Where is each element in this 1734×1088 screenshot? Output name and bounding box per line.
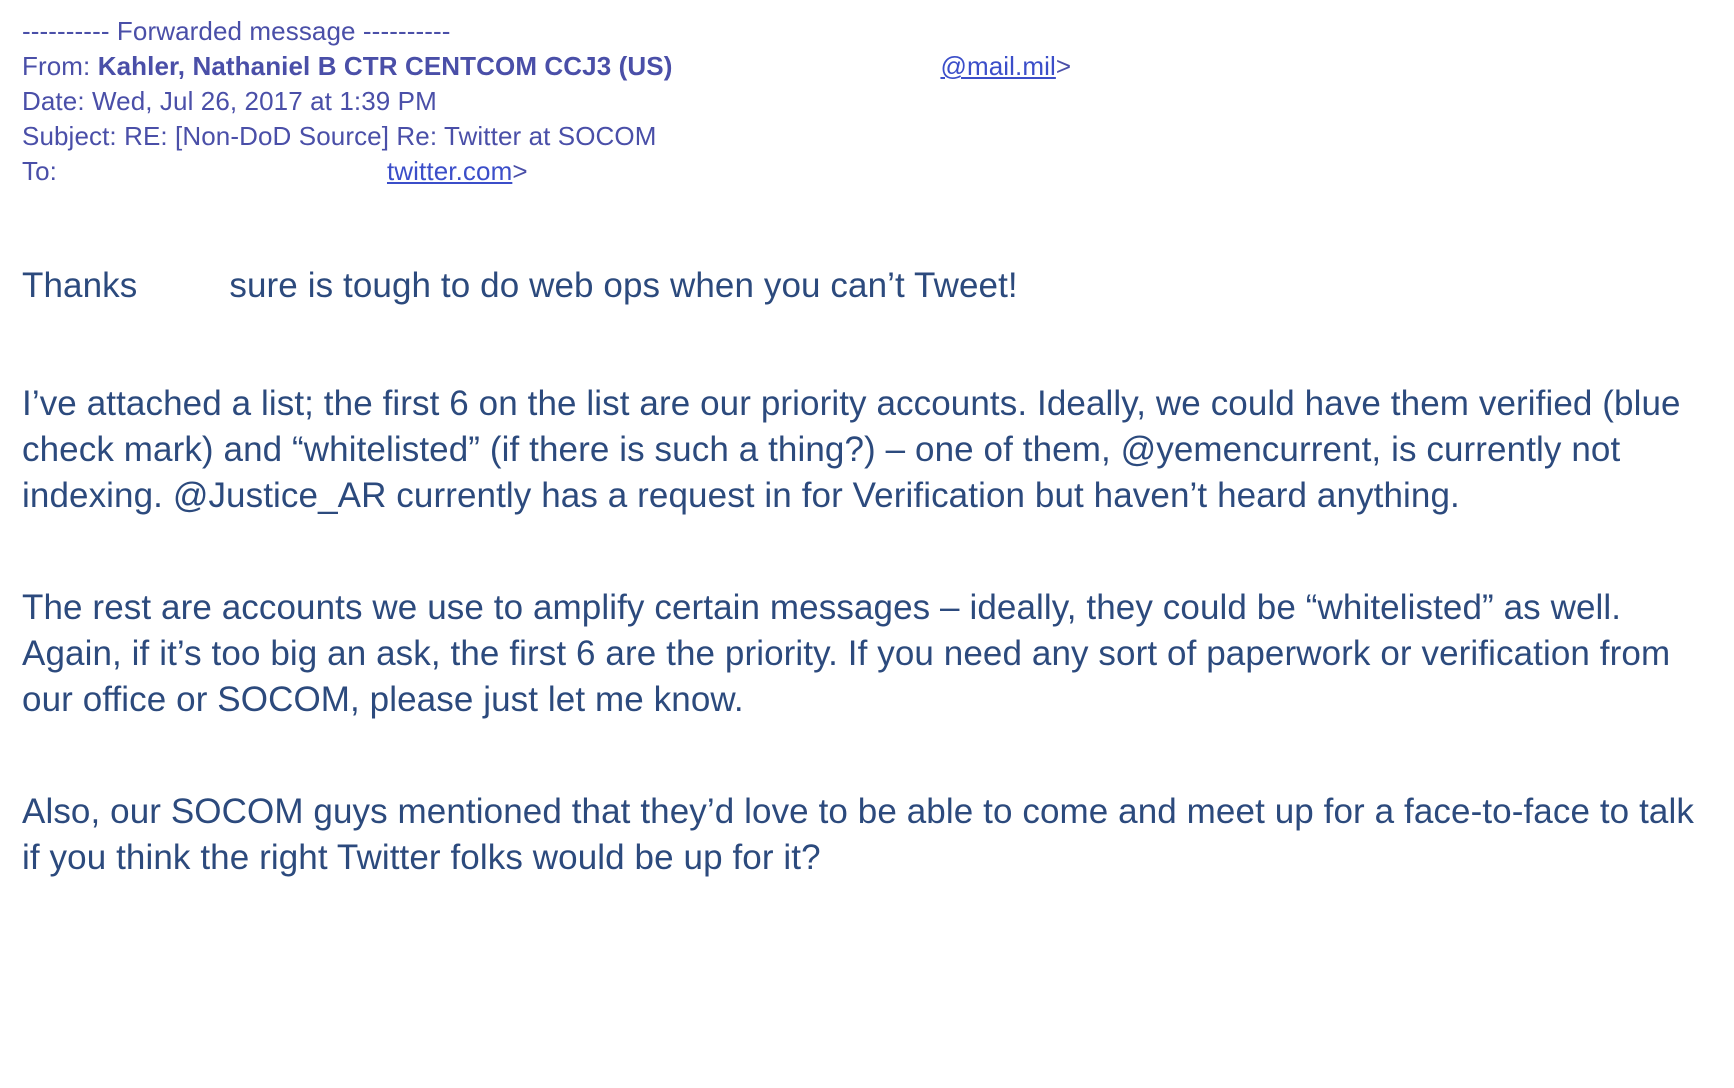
date-label: Date: (22, 86, 85, 116)
date-value: Wed, Jul 26, 2017 at 1:39 PM (91, 86, 437, 116)
forwarded-separator: ---------- Forwarded message ---------- (22, 16, 451, 46)
subject-label: Subject: (22, 121, 117, 151)
body-paragraph-2: The rest are accounts we use to amplify certain messages – ideally, they could be “whitelisted” as well. Again, if it’s too big an ask, the first 6 are the priority. If you need any sort of paperwork or verification from our office or SOCOM, please just let me know. (22, 588, 1671, 719)
forwarded-message-header (22, 14, 1716, 189)
greeting-start: Thanks (22, 266, 138, 305)
subject-value: RE: [Non-DoD Source] Re: Twitter at SOCOM (124, 121, 657, 151)
from-email-suffix: > (1055, 51, 1072, 81)
to-label: To: (22, 156, 57, 186)
header-row-to (22, 154, 1716, 189)
body-paragraph-3: Also, our SOCOM guys mentioned that they’d love to be able to come and meet up for a face-to-face to talk if you think the right Twitter folks would be up for it? (22, 792, 1694, 877)
header-row-date (22, 84, 1716, 119)
greeting-end: sure is tough to do web ops when you can’t Tweet! (229, 266, 1018, 305)
header-row-subject (22, 119, 1716, 154)
email-body (22, 263, 1716, 881)
to-email-link[interactable]: twitter.com (386, 156, 513, 186)
from-value: Kahler, Nathaniel B CTR CENTCOM CCJ3 (US) (97, 51, 673, 81)
from-email-link[interactable]: @mail.mil (940, 51, 1056, 81)
body-paragraph-1: I’ve attached a list; the first 6 on the list are our priority accounts. Ideally, we could have them verified (blue check mark) and “whitelisted” (if there is such a thing?) – one of them, @yemencurrent, is currently not indexing. @Justice_AR currently has a request in for Verification but haven’t heard anything. (22, 384, 1681, 515)
from-label: From: (22, 51, 91, 81)
body-paragraph-greeting (22, 263, 1716, 309)
header-row-from (22, 49, 1716, 84)
to-email-suffix: > (512, 156, 528, 186)
